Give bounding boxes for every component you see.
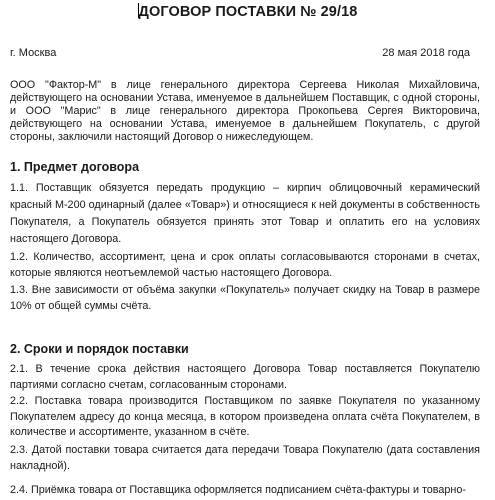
clause-2-4: 2.4. Приёмка товара от Поставщика оформляется подписанием счёта-фактуры и товарно- <box>10 484 466 496</box>
preamble-paragraph: ООО "Фактор-М" в лице генерального директора Сергеева Николая Михайловича, действующего на основании Устава, именуемое в дальнейшем Поставщик, с одной стороны, и ООО "Марис" в лице генерального директора Прокопьева Сергея Викторовича, действующего на основании Устава, именуемое в дальнейшем Покупатель, с другой стороны, заключили настоящий Договор о нижеследующем. <box>10 79 480 143</box>
section-2-heading: 2. Сроки и порядок поставки <box>10 342 189 356</box>
contract-date: 28 мая 2018 года <box>382 47 470 59</box>
contract-city: г. Москва <box>10 47 57 59</box>
clause-1-2: 1.2. Количество, ассортимент, цена и срок оплаты согласовываются сторонами в счетах, которые являются неотъемлемой частью настоящего Договора. <box>10 251 480 279</box>
clause-1-3: 1.3. Вне зависимости от объёма закупки «Покупатель» получает скидку на Товар в размере 10% от общей суммы счёта. <box>10 284 480 312</box>
document-title: ДОГОВОР ПОСТАВКИ № 29/18 <box>138 4 358 20</box>
clause-2-1: 2.1. В течение срока действия настоящего Договора Товар поставляется Покупателю партиями согласно счетам, согласованным сторонами. <box>10 363 480 391</box>
clause-2-2: 2.2. Поставка товара производится Поставщиком по заявке Покупателя по указанному Покупателем адресу до конца месяца, в котором произведена оплата счёта Покупателем, в количестве и ассортименте, указанном в счёте. <box>10 395 480 438</box>
clause-1-1: 1.1. Поставщик обязуется передать продукцию – кирпич облицовочный керамический красный М-200 одинарный (далее «Товар») и относящиеся к ней документы в собственность Покупателя, а Покупатель обязуется принять этот Товар и оплатить его на условиях настоящего Договора. <box>10 182 480 245</box>
clause-2-3: 2.3. Датой поставки товара считается дата передачи Товара Покупателю (дата составления накладной). <box>10 444 480 472</box>
document-title-line <box>0 3 495 20</box>
place-date-row <box>10 47 480 61</box>
section-1-heading: 1. Предмет договора <box>10 160 140 174</box>
